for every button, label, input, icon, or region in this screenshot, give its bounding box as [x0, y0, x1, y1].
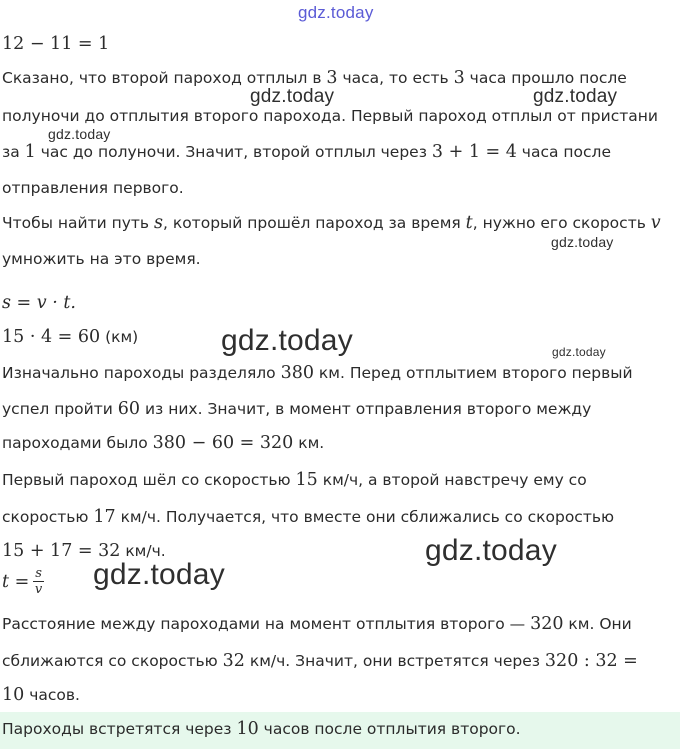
watermark: gdz.today [93, 558, 225, 591]
paragraph-line: скоростью 17 км/ч. Получается, что вместе они сближались со скоростью [2, 507, 615, 527]
watermark: gdz.today [552, 345, 606, 359]
formula-time: t = $\frac{s}{v}$ [2, 566, 43, 597]
paragraph-line: умножить на это время. [2, 250, 201, 268]
watermark: gdz.today [250, 86, 335, 107]
answer-box [0, 712, 680, 749]
watermark: gdz.today [48, 126, 111, 142]
equation-15-times-4: 15 · 4 = 60 (км) [2, 327, 139, 347]
watermark: gdz.today [533, 86, 618, 107]
equation-12-minus-11: 12 − 11 = 1 [2, 34, 110, 54]
watermark: gdz.today [425, 534, 557, 567]
paragraph-line: отправления первого. [2, 179, 184, 197]
paragraph-line: пароходами было 380 − 60 = 320 км. [2, 433, 325, 453]
paragraph-line: Чтобы найти путь s, который прошёл пароход за время t, нужно его скорость v [2, 213, 661, 233]
paragraph-line: 10 часов. [2, 685, 80, 705]
formula-distance: s = v · t. [2, 293, 76, 313]
paragraph-line: Сказано, что второй пароход отплыл в 3 часа, то есть 3 часа прошло после [2, 68, 627, 88]
paragraph-line: сближаются со скоростью 32 км/ч. Значит, они встретятся через 320 : 32 = [2, 651, 638, 671]
watermark-top: gdz.today [298, 3, 374, 22]
paragraph-line: Первый пароход шёл со скоростью 15 км/ч, а второй навстречу ему со [2, 470, 587, 490]
watermark: gdz.today [221, 324, 353, 357]
equation-15-plus-17: 15 + 17 = 32 км/ч. [2, 541, 166, 561]
answer-text: Пароходы встретятся через 10 часов после отплытия второго. [2, 719, 521, 739]
paragraph-line: Расстояние между пароходами на момент отплытия второго — 320 км. Они [2, 614, 632, 634]
watermark: gdz.today [551, 234, 614, 250]
paragraph-line: за 1 час до полуночи. Значит, второй отплыл через 3 + 1 = 4 часа после [2, 142, 611, 162]
paragraph-line: полуночи до отплытия второго парохода. Первый пароход отплыл от пристани [2, 107, 658, 125]
paragraph-line: Изначально пароходы разделяло 380 км. Перед отплытием второго первый [2, 363, 633, 383]
paragraph-line: успел пройти 60 из них. Значит, в момент отправления второго между [2, 399, 592, 419]
